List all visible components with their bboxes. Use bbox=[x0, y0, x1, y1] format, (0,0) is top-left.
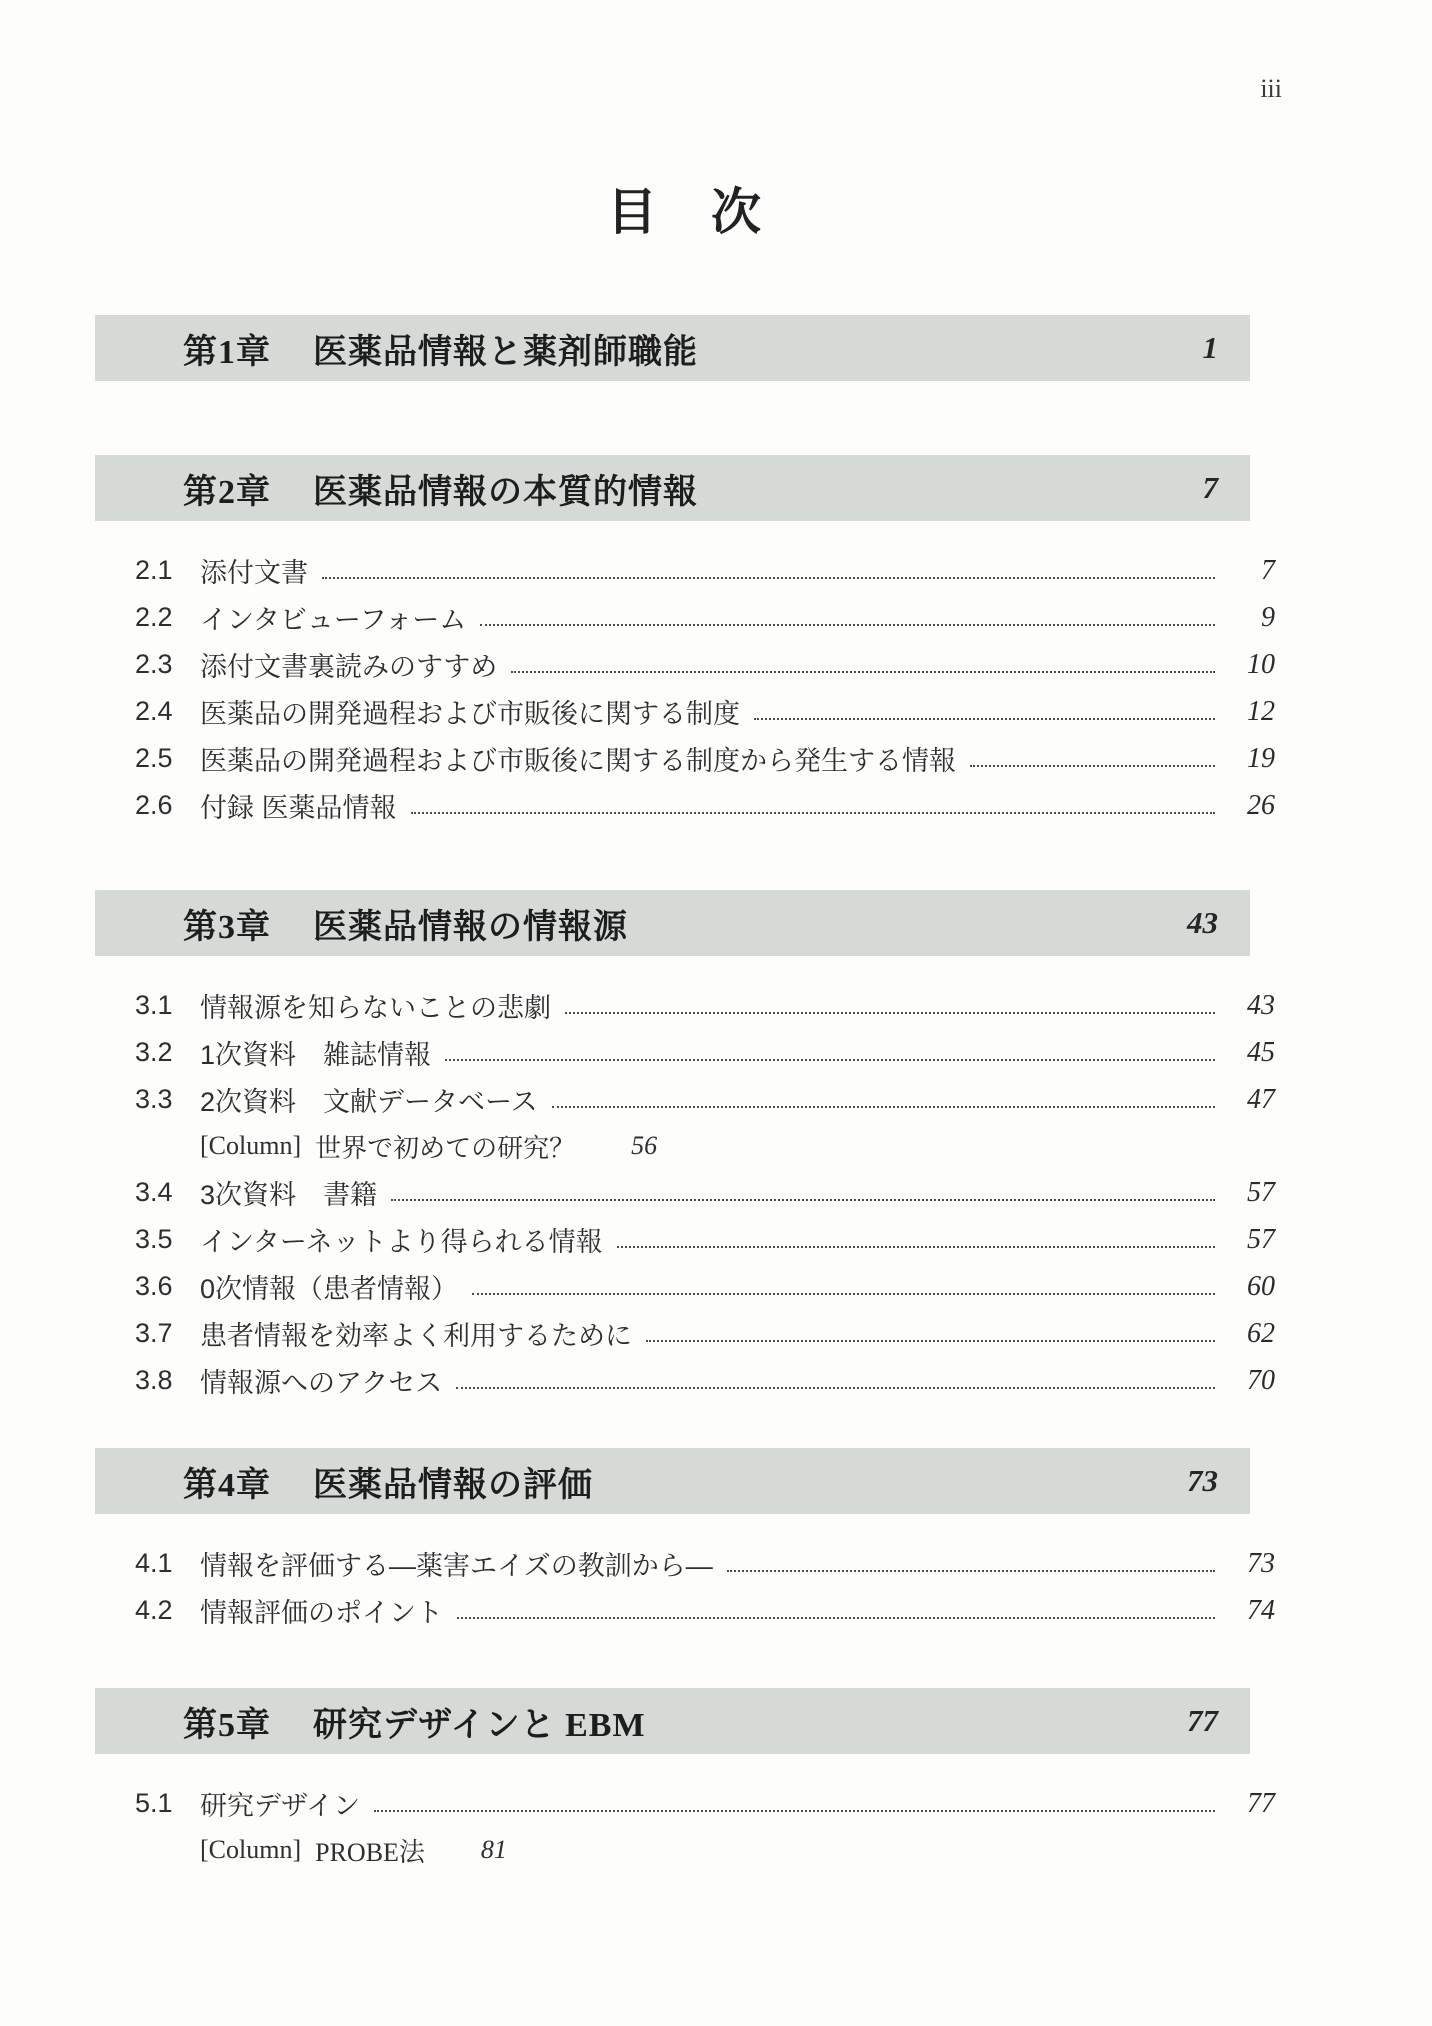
entry-title: 医薬品の開発過程および市販後に関する制度 bbox=[200, 699, 740, 729]
chapter-banner bbox=[95, 1448, 1250, 1514]
chapter-banner bbox=[95, 890, 1250, 956]
column-page-number: 56 bbox=[631, 1131, 658, 1160]
entry-title: 情報源を知らないことの悲劇 bbox=[200, 993, 551, 1023]
toc-entry bbox=[95, 1587, 1275, 1634]
toc-entry bbox=[95, 688, 1275, 735]
chapter-title: 医薬品情報と薬剤師職能 bbox=[313, 333, 698, 371]
chapter-section bbox=[95, 1688, 1275, 1873]
toc-entry bbox=[95, 547, 1275, 594]
entry-page-number: 12 bbox=[1247, 695, 1275, 727]
entry-page-number: 57 bbox=[1247, 1223, 1275, 1255]
chapter-banner bbox=[95, 455, 1250, 521]
entry-number: 3.6 bbox=[135, 1271, 173, 1301]
entry-number: 2.4 bbox=[135, 696, 173, 726]
entry-number: 3.1 bbox=[135, 990, 173, 1020]
dotted-leader bbox=[617, 1246, 1215, 1248]
entry-page-number: 47 bbox=[1247, 1083, 1275, 1115]
entry-page-number: 43 bbox=[1247, 989, 1275, 1021]
toc-entry bbox=[95, 1029, 1275, 1076]
dotted-leader bbox=[646, 1340, 1215, 1342]
entry-page-number: 74 bbox=[1247, 1594, 1275, 1626]
entry-page-number: 77 bbox=[1247, 1787, 1275, 1819]
entry-page-number: 26 bbox=[1247, 789, 1275, 821]
entry-number: 2.3 bbox=[135, 649, 173, 679]
chapter-section bbox=[95, 1448, 1275, 1634]
chapter-banner bbox=[95, 1688, 1250, 1754]
dotted-leader bbox=[322, 577, 1215, 579]
chapter-title: 医薬品情報の情報源 bbox=[313, 908, 628, 946]
entry-number: 4.1 bbox=[135, 1548, 173, 1578]
chapter-entries bbox=[95, 1780, 1275, 1873]
chapter-page-number: 1 bbox=[1202, 330, 1218, 365]
column-page-number: 81 bbox=[480, 1835, 507, 1864]
column-note bbox=[95, 1123, 1275, 1169]
entry-page-number: 19 bbox=[1247, 742, 1275, 774]
chapter-entries bbox=[95, 547, 1275, 829]
chapter-page-number: 77 bbox=[1187, 1703, 1218, 1738]
chapter-page-number: 7 bbox=[1202, 470, 1218, 505]
entry-title: インタビューフォーム bbox=[200, 605, 467, 635]
entry-page-number: 10 bbox=[1247, 648, 1275, 680]
entry-number: 3.7 bbox=[135, 1318, 173, 1348]
chapter-label: 第4章 bbox=[183, 1466, 271, 1504]
entry-number: 2.5 bbox=[135, 743, 173, 773]
chapter-section bbox=[95, 315, 1275, 407]
toc-page-title: 目 次 bbox=[607, 184, 763, 240]
entry-number: 2.1 bbox=[135, 555, 173, 585]
toc-entry bbox=[95, 1780, 1275, 1827]
column-label: [Column] bbox=[200, 1835, 302, 1864]
toc-entry bbox=[95, 1263, 1275, 1310]
entry-title: 1次資料 雑誌情報 bbox=[200, 1040, 432, 1070]
entry-page-number: 73 bbox=[1247, 1547, 1275, 1579]
entry-number: 3.5 bbox=[135, 1224, 173, 1254]
entry-title: 付録 医薬品情報 bbox=[200, 793, 397, 823]
dotted-leader bbox=[727, 1570, 1215, 1572]
entry-title: 情報評価のポイント bbox=[200, 1598, 443, 1628]
entry-title: 2次資料 文献データベース bbox=[200, 1087, 538, 1117]
toc-entry bbox=[95, 1169, 1275, 1216]
chapter-label: 第3章 bbox=[183, 908, 271, 946]
entry-number: 5.1 bbox=[135, 1788, 173, 1818]
entry-number: 3.3 bbox=[135, 1084, 173, 1114]
dotted-leader bbox=[472, 1293, 1215, 1295]
entry-page-number: 57 bbox=[1247, 1176, 1275, 1208]
entry-number: 3.4 bbox=[135, 1177, 173, 1207]
chapter-page-number: 43 bbox=[1187, 905, 1218, 940]
entry-title: 0次情報（患者情報） bbox=[200, 1274, 459, 1304]
entry-title: 患者情報を効率よく利用するために bbox=[200, 1321, 632, 1351]
entry-title: 情報を評価する―薬害エイズの教訓から― bbox=[200, 1551, 713, 1581]
entry-title: 研究デザイン bbox=[200, 1791, 361, 1821]
column-title: PROBE法 bbox=[315, 1837, 425, 1867]
entry-title: 添付文書裏読みのすすめ bbox=[200, 652, 498, 682]
toc-entry bbox=[95, 735, 1275, 782]
column-title: 世界で初めての研究？ bbox=[315, 1133, 576, 1163]
dotted-leader bbox=[457, 1617, 1215, 1619]
entry-page-number: 45 bbox=[1247, 1036, 1275, 1068]
entry-title: 3次資料 書籍 bbox=[200, 1180, 378, 1210]
chapter-section bbox=[95, 455, 1275, 829]
dotted-leader bbox=[480, 624, 1215, 626]
entry-page-number: 60 bbox=[1247, 1270, 1275, 1302]
chapter-title: 医薬品情報の本質的情報 bbox=[313, 473, 698, 511]
chapter-label: 第1章 bbox=[183, 333, 271, 371]
chapter-label: 第5章 bbox=[183, 1706, 271, 1744]
dotted-leader bbox=[391, 1199, 1215, 1201]
entry-number: 2.2 bbox=[135, 602, 173, 632]
dotted-leader bbox=[552, 1106, 1215, 1108]
chapter-page-number: 73 bbox=[1187, 1463, 1218, 1498]
dotted-leader bbox=[970, 765, 1215, 767]
chapter-title: 研究デザインと EBM bbox=[313, 1706, 646, 1744]
entry-number: 4.2 bbox=[135, 1595, 173, 1625]
dotted-leader bbox=[565, 1012, 1215, 1014]
dotted-leader bbox=[445, 1059, 1215, 1061]
entry-number: 3.8 bbox=[135, 1365, 173, 1395]
page-folio: iii bbox=[1260, 74, 1282, 103]
entry-page-number: 9 bbox=[1261, 601, 1275, 633]
toc-entry bbox=[95, 982, 1275, 1029]
toc-entry bbox=[95, 1540, 1275, 1587]
entry-page-number: 70 bbox=[1247, 1364, 1275, 1396]
entry-number: 2.6 bbox=[135, 790, 173, 820]
entry-title: 添付文書 bbox=[200, 558, 308, 588]
entry-title: 情報源へのアクセス bbox=[200, 1368, 443, 1398]
dotted-leader bbox=[374, 1810, 1215, 1812]
dotted-leader bbox=[456, 1387, 1215, 1389]
chapter-banner bbox=[95, 315, 1250, 381]
entry-title: インターネットより得られる情報 bbox=[200, 1227, 603, 1257]
entry-number: 3.2 bbox=[135, 1037, 173, 1067]
column-label: [Column] bbox=[200, 1131, 302, 1160]
toc-entry bbox=[95, 641, 1275, 688]
entry-page-number: 62 bbox=[1247, 1317, 1275, 1349]
chapter-section bbox=[95, 890, 1275, 1404]
toc-entry bbox=[95, 1310, 1275, 1357]
toc-entry bbox=[95, 1357, 1275, 1404]
toc-entry bbox=[95, 782, 1275, 829]
entry-title: 医薬品の開発過程および市販後に関する制度から発生する情報 bbox=[200, 746, 956, 776]
toc-entry bbox=[95, 1216, 1275, 1263]
toc-entry bbox=[95, 1076, 1275, 1123]
dotted-leader bbox=[754, 718, 1215, 720]
dotted-leader bbox=[411, 812, 1215, 814]
column-note bbox=[95, 1827, 1275, 1873]
chapter-title: 医薬品情報の評価 bbox=[313, 1466, 593, 1504]
chapter-entries bbox=[95, 982, 1275, 1404]
dotted-leader bbox=[511, 671, 1215, 673]
chapter-label: 第2章 bbox=[183, 473, 271, 511]
chapter-entries bbox=[95, 1540, 1275, 1634]
entry-page-number: 7 bbox=[1261, 554, 1275, 586]
toc-entry bbox=[95, 594, 1275, 641]
